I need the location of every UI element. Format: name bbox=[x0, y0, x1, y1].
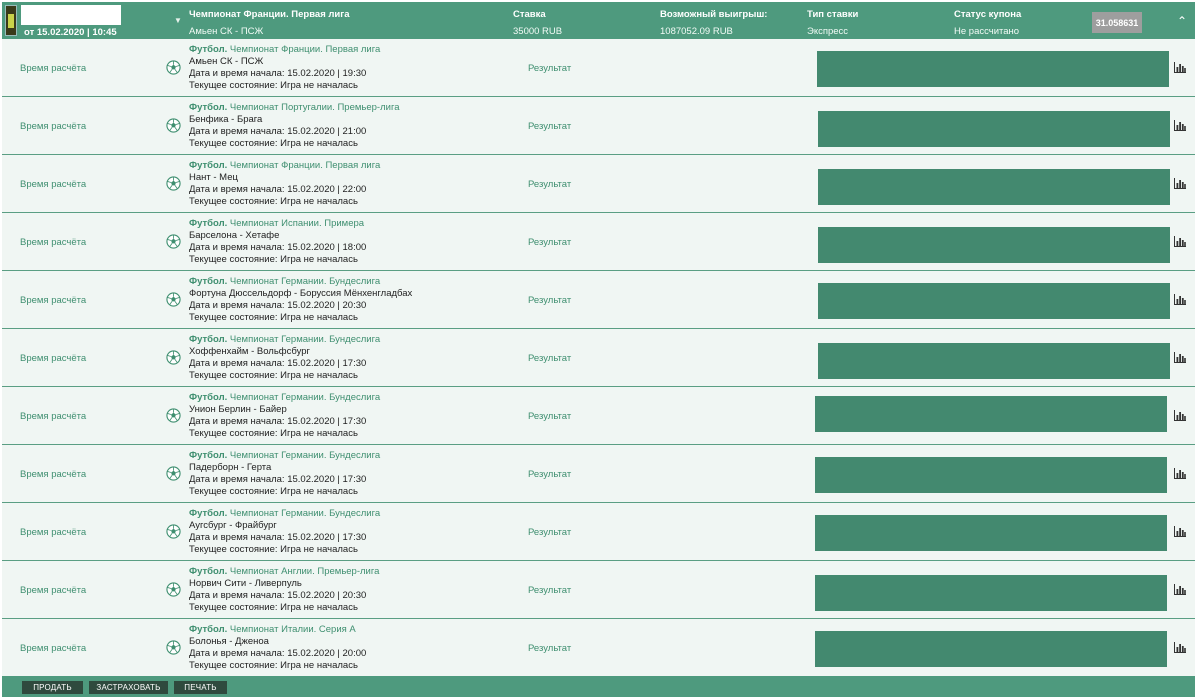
event-info bbox=[189, 160, 380, 208]
match-name: Амьен СК - ПСЖ bbox=[189, 56, 264, 67]
bar-chart-icon[interactable] bbox=[1174, 642, 1186, 653]
calc-time-link[interactable]: Время расчёта bbox=[20, 63, 87, 74]
soccer-ball-icon bbox=[166, 524, 181, 539]
coupon-header[interactable] bbox=[2, 2, 1195, 39]
coupon-bet-type bbox=[807, 9, 858, 37]
sport-name: Футбол. bbox=[189, 102, 228, 113]
league-name: Чемпионат Германии. Бундеслига bbox=[229, 392, 381, 403]
soccer-ball-icon bbox=[166, 234, 181, 249]
bet-event-row bbox=[2, 387, 1195, 445]
bet-event-row bbox=[2, 445, 1195, 503]
event-value: Амьен СК - ПСЖ bbox=[189, 26, 264, 37]
event-competition bbox=[189, 44, 380, 56]
coupon-stake bbox=[513, 9, 562, 37]
bet-event-row bbox=[2, 561, 1195, 619]
coupon-badge: 31.058631 bbox=[1092, 12, 1142, 33]
event-info bbox=[189, 392, 380, 440]
event-info bbox=[189, 276, 412, 324]
start-time: Дата и время начала: 15.02.2020 | 17:30 bbox=[189, 416, 367, 427]
outcome-redacted bbox=[818, 169, 1170, 205]
league-name: Чемпионат Франции. Первая лига bbox=[229, 44, 381, 55]
match-name: Фортуна Дюссельдорф - Боруссия Мёнхенгладбах bbox=[189, 288, 413, 299]
match-name: Унион Берлин - Байер bbox=[189, 404, 287, 415]
match-name: Болонья - Дженоа bbox=[189, 636, 269, 647]
soccer-ball-icon bbox=[166, 176, 181, 191]
sport-name: Футбол. bbox=[189, 392, 228, 403]
game-state: Текущее состояние: Игра не началась bbox=[189, 602, 358, 613]
game-state: Текущее состояние: Игра не началась bbox=[189, 138, 358, 149]
match-name: Бенфика - Брага bbox=[189, 114, 263, 125]
league-name: Чемпионат Италии. Серия А bbox=[229, 624, 356, 635]
bar-chart-icon[interactable] bbox=[1174, 62, 1186, 73]
bet-events-list bbox=[2, 39, 1195, 677]
league-name: Чемпионат Германии. Бундеслига bbox=[229, 508, 381, 519]
stake-value: 35000 RUB bbox=[513, 26, 563, 37]
event-competition bbox=[189, 392, 380, 404]
result-link[interactable]: Результат bbox=[528, 295, 572, 306]
calc-time-link[interactable]: Время расчёта bbox=[20, 469, 87, 480]
soccer-ball-icon bbox=[166, 408, 181, 423]
bet-event-row bbox=[2, 155, 1195, 213]
result-link[interactable]: Результат bbox=[528, 179, 572, 190]
match-name: Нант - Мец bbox=[189, 172, 238, 183]
sport-name: Футбол. bbox=[189, 44, 228, 55]
result-link[interactable]: Результат bbox=[528, 411, 572, 422]
bet-event-row bbox=[2, 503, 1195, 561]
calc-time-link[interactable]: Время расчёта bbox=[20, 411, 87, 422]
coupon-status bbox=[954, 9, 1021, 37]
calc-time-link[interactable]: Время расчёта bbox=[20, 585, 87, 596]
print-button[interactable]: ПЕЧАТЬ bbox=[174, 681, 227, 694]
coupon-event bbox=[189, 9, 350, 37]
bar-chart-icon[interactable] bbox=[1174, 584, 1186, 595]
match-name: Падерборн - Герта bbox=[189, 462, 272, 473]
soccer-ball-icon bbox=[166, 466, 181, 481]
result-link[interactable]: Результат bbox=[528, 469, 572, 480]
bet-event-row bbox=[2, 39, 1195, 97]
sport-name: Футбол. bbox=[189, 218, 228, 229]
start-time: Дата и время начала: 15.02.2020 | 17:30 bbox=[189, 474, 367, 485]
bookmaker-logo bbox=[5, 5, 17, 36]
result-link[interactable]: Результат bbox=[528, 63, 572, 74]
outcome-redacted bbox=[815, 457, 1167, 493]
event-competition bbox=[189, 276, 412, 288]
event-label: Чемпионат Франции. Первая лига bbox=[189, 9, 350, 20]
bar-chart-icon[interactable] bbox=[1174, 410, 1186, 421]
event-competition bbox=[189, 508, 380, 520]
event-competition bbox=[189, 218, 366, 230]
sell-button[interactable]: ПРОДАТЬ bbox=[22, 681, 83, 694]
calc-time-link[interactable]: Время расчёта bbox=[20, 295, 87, 306]
bet-event-row bbox=[2, 213, 1195, 271]
result-link[interactable]: Результат bbox=[528, 643, 572, 654]
game-state: Текущее состояние: Игра не началась bbox=[189, 370, 358, 381]
start-time: Дата и время начала: 15.02.2020 | 17:30 bbox=[189, 358, 367, 369]
event-info bbox=[189, 624, 366, 672]
sport-name: Футбол. bbox=[189, 160, 228, 171]
game-state: Текущее состояние: Игра не началась bbox=[189, 80, 358, 91]
game-state: Текущее состояние: Игра не началась bbox=[189, 660, 358, 671]
start-time: Дата и время начала: 15.02.2020 | 20:30 bbox=[189, 590, 367, 601]
match-name: Барселона - Хетафе bbox=[189, 230, 280, 241]
soccer-ball-icon bbox=[166, 582, 181, 597]
event-info bbox=[189, 218, 366, 266]
event-competition bbox=[189, 450, 380, 462]
game-state: Текущее состояние: Игра не началась bbox=[189, 254, 358, 265]
league-name: Чемпионат Франции. Первая лига bbox=[229, 160, 381, 171]
event-competition bbox=[189, 102, 399, 114]
bar-chart-icon[interactable] bbox=[1174, 468, 1186, 479]
event-competition bbox=[189, 566, 379, 578]
calc-time-link[interactable]: Время расчёта bbox=[20, 643, 87, 654]
bet-event-row bbox=[2, 97, 1195, 155]
soccer-ball-icon bbox=[166, 118, 181, 133]
outcome-redacted bbox=[818, 227, 1170, 263]
event-info bbox=[189, 566, 379, 614]
calc-time-link[interactable]: Время расчёта bbox=[20, 353, 87, 364]
result-link[interactable]: Результат bbox=[528, 237, 572, 248]
sport-name: Футбол. bbox=[189, 450, 228, 461]
caret-down-icon[interactable]: ▼ bbox=[174, 16, 182, 25]
start-time: Дата и время начала: 15.02.2020 | 21:00 bbox=[189, 126, 367, 137]
start-time: Дата и время начала: 15.02.2020 | 17:30 bbox=[189, 532, 367, 543]
league-name: Чемпионат Германии. Бундеслига bbox=[229, 276, 381, 287]
league-name: Чемпионат Португалии. Премьер-лига bbox=[229, 102, 400, 113]
event-competition bbox=[189, 160, 380, 172]
soccer-ball-icon bbox=[166, 350, 181, 365]
chevron-up-icon[interactable]: ⌃ bbox=[1177, 14, 1188, 28]
game-state: Текущее состояние: Игра не началась bbox=[189, 428, 358, 439]
status-label: Статус купона bbox=[954, 9, 1022, 20]
league-name: Чемпионат Германии. Бундеслига bbox=[229, 334, 381, 345]
outcome-redacted bbox=[818, 111, 1170, 147]
coupon-payout bbox=[660, 9, 767, 37]
sport-name: Футбол. bbox=[189, 624, 228, 635]
start-time: Дата и время начала: 15.02.2020 | 20:00 bbox=[189, 648, 367, 659]
result-link[interactable]: Результат bbox=[528, 121, 572, 132]
outcome-redacted bbox=[815, 631, 1167, 667]
start-time: Дата и время начала: 15.02.2020 | 22:00 bbox=[189, 184, 367, 195]
event-info bbox=[189, 508, 380, 556]
sport-name: Футбол. bbox=[189, 334, 228, 345]
game-state: Текущее состояние: Игра не началась bbox=[189, 196, 358, 207]
result-link[interactable]: Результат bbox=[528, 353, 572, 364]
result-link[interactable]: Результат bbox=[528, 527, 572, 538]
calc-time-link[interactable]: Время расчёта bbox=[20, 179, 87, 190]
outcome-redacted bbox=[817, 51, 1169, 87]
game-state: Текущее состояние: Игра не началась bbox=[189, 312, 358, 323]
bar-chart-icon[interactable] bbox=[1174, 236, 1186, 247]
outcome-redacted bbox=[818, 283, 1170, 319]
result-link[interactable]: Результат bbox=[528, 585, 572, 596]
outcome-redacted bbox=[815, 396, 1167, 432]
league-name: Чемпионат Англии. Премьер-лига bbox=[229, 566, 380, 577]
bet-event-row bbox=[2, 619, 1195, 677]
outcome-redacted bbox=[818, 343, 1170, 379]
match-name: Аугсбург - Фрайбург bbox=[189, 520, 277, 531]
sport-name: Футбол. bbox=[189, 566, 228, 577]
sport-name: Футбол. bbox=[189, 508, 228, 519]
bet-event-row bbox=[2, 329, 1195, 387]
event-info bbox=[189, 450, 380, 498]
event-info bbox=[189, 334, 380, 382]
bar-chart-icon[interactable] bbox=[1174, 526, 1186, 537]
coupon-date: от 15.02.2020 | 10:45 bbox=[24, 27, 117, 38]
match-name: Хоффенхайм - Вольфсбург bbox=[189, 346, 310, 357]
league-name: Чемпионат Испании. Примера bbox=[229, 218, 365, 229]
soccer-ball-icon bbox=[166, 640, 181, 655]
bet-type-label: Тип ставки bbox=[807, 9, 859, 20]
match-name: Норвич Сити - Ливерпуль bbox=[189, 578, 302, 589]
event-info bbox=[189, 44, 380, 92]
sport-name: Футбол. bbox=[189, 276, 228, 287]
payout-value: 1087052.09 RUB bbox=[660, 26, 733, 37]
coupon-footer bbox=[2, 676, 1195, 697]
bar-chart-icon[interactable] bbox=[1174, 120, 1186, 131]
stake-label: Ставка bbox=[513, 9, 546, 20]
soccer-ball-icon bbox=[166, 60, 181, 75]
outcome-redacted bbox=[815, 575, 1167, 611]
game-state: Текущее состояние: Игра не началась bbox=[189, 486, 358, 497]
bar-chart-icon[interactable] bbox=[1174, 294, 1186, 305]
event-competition bbox=[189, 334, 380, 346]
bet-event-row bbox=[2, 271, 1195, 329]
event-competition bbox=[189, 624, 366, 636]
outcome-redacted bbox=[815, 515, 1167, 551]
bet-type-value: Экспресс bbox=[807, 26, 849, 37]
start-time: Дата и время начала: 15.02.2020 | 18:00 bbox=[189, 242, 367, 253]
calc-time-link[interactable]: Время расчёта bbox=[20, 121, 87, 132]
event-info bbox=[189, 102, 399, 150]
bar-chart-icon[interactable] bbox=[1174, 178, 1186, 189]
payout-label: Возможный выигрыш: bbox=[660, 9, 768, 20]
insure-button[interactable]: ЗАСТРАХОВАТЬ bbox=[89, 681, 168, 694]
calc-time-link[interactable]: Время расчёта bbox=[20, 237, 87, 248]
soccer-ball-icon bbox=[166, 292, 181, 307]
start-time: Дата и время начала: 15.02.2020 | 20:30 bbox=[189, 300, 367, 311]
start-time: Дата и время начала: 15.02.2020 | 19:30 bbox=[189, 68, 367, 79]
league-name: Чемпионат Германии. Бундеслига bbox=[229, 450, 381, 461]
calc-time-link[interactable]: Время расчёта bbox=[20, 527, 87, 538]
bar-chart-icon[interactable] bbox=[1174, 352, 1186, 363]
status-value: Не рассчитано bbox=[954, 26, 1020, 37]
game-state: Текущее состояние: Игра не началась bbox=[189, 544, 358, 555]
coupon-id-redacted bbox=[21, 5, 121, 25]
